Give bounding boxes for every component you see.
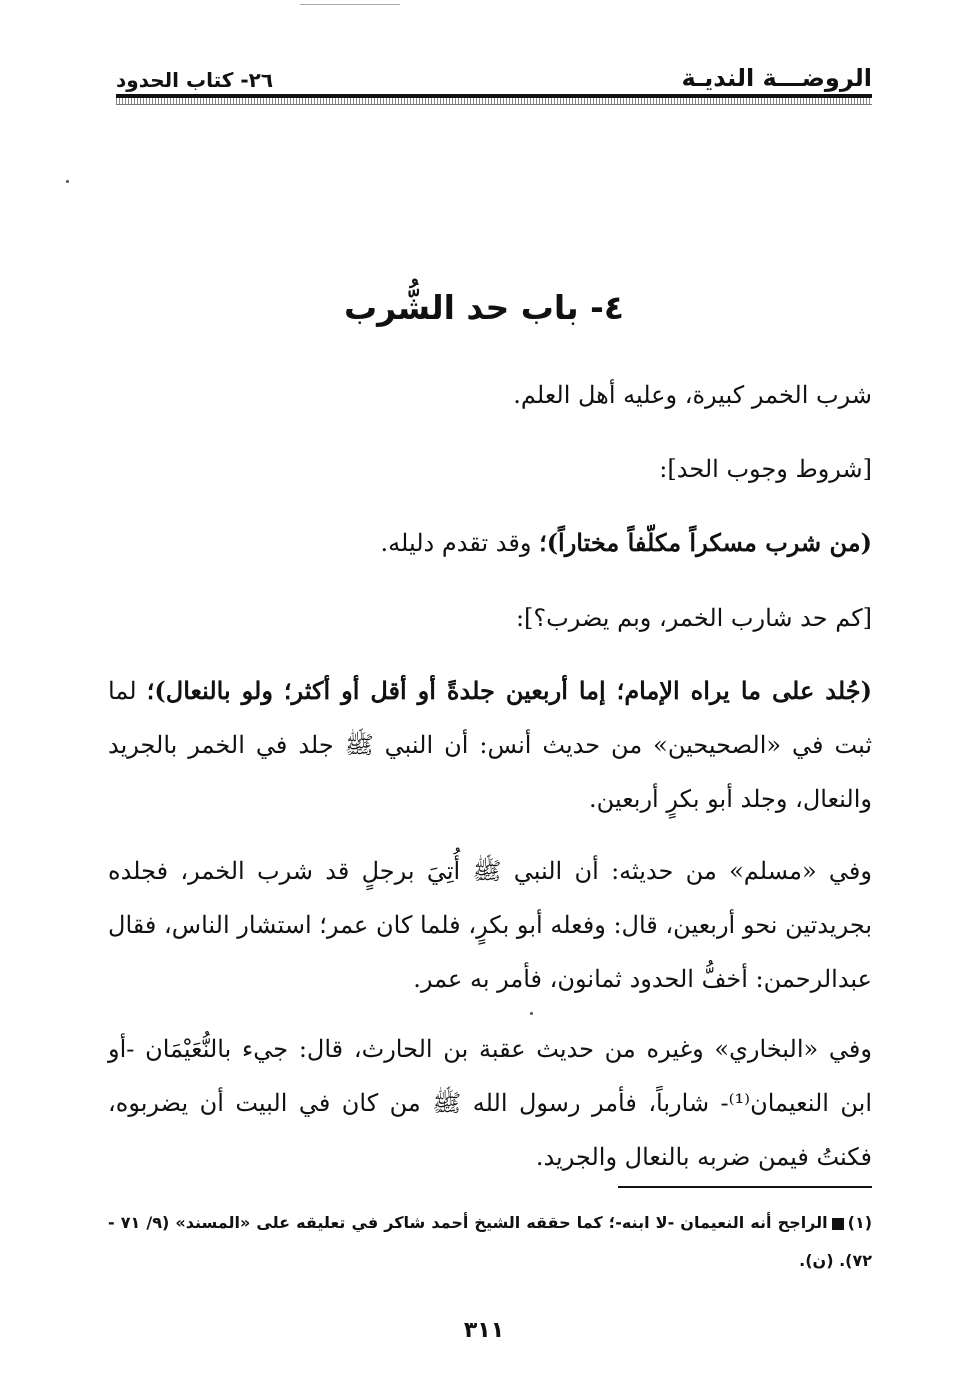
paragraph-conditions [108,516,872,570]
subheading-amount: [كم حد شارب الخمر، وبم يضرب؟]: [515,604,872,632]
matn-text: (من شرب مسكراً مكلّفاً مختاراً)؛ [539,528,872,557]
running-header [116,58,872,92]
scan-edge-mark [300,4,400,5]
scan-speck [530,1012,533,1015]
paragraph-bukhari-hadith: وفي «البخاري» وغيره من حديث عقبة بن الحارث، قال: جيء بالنُّعَيْمَان -أو ابن النعيمان⁽¹⁾- شارباً، فأمر رسول الله ﷺ من كان في البيت أن يضربوه، فكنتُ فيمن ضربه بالنعال والجريد. [108,1035,873,1171]
sharh-text: وقد تقدم دليله. [380,529,540,557]
matn-text: (جُلد على ما يراه الإمام؛ إما أربعين جلدةً أو أقل أو أكثر؛ ولو بالنعال)؛ [146,676,872,705]
paragraph-ruling: شرب الخمر كبيرة، وعليه أهل العلم. [513,381,872,409]
book-title: الروضـــة النديـة [681,64,872,92]
square-marker-icon [832,1218,844,1230]
header-hatched-rule [116,98,872,105]
scan-speck [66,180,69,183]
page-number: ٣١١ [463,1318,505,1343]
footnote-separator [618,1186,872,1188]
paragraph-amount [108,664,872,826]
footnote [108,1204,872,1280]
paragraph-muslim-hadith: وفي «مسلم» من حديثه: أن النبي ﷺ أُتِيَ برجلٍ قد شرب الخمر، فجلده بجريدتين نحو أربعين، قال: وفعله أبو بكرٍ، فلما كان عمر؛ استشار الناس، فقال عبدالرحمن: أخفُّ الحدود ثمانون، فأمر به عمر. [108,857,872,993]
chapter-title: ٢٦- كتاب الحدود [116,68,274,92]
sharh-text: لما ثبت في «الصحيحين» من حديث أنس: أن النبي ﷺ جلد في الخمر بالجريد والنعال، وجلد أبو بكرٍ أربعين. [108,677,872,813]
section-title: ٤- باب حد الشُّرب [343,288,625,327]
footnote-number: (١) [847,1213,873,1232]
footnote-text: الراجح أنه النعيمان -لا ابنه-؛ كما حققه الشيخ أحمد شاكر في تعليقه على «المسند» (٩/ ٧١ - ٧٢). (ن). [108,1213,872,1270]
subheading-conditions: [شروط وجوب الحد]: [659,455,872,483]
